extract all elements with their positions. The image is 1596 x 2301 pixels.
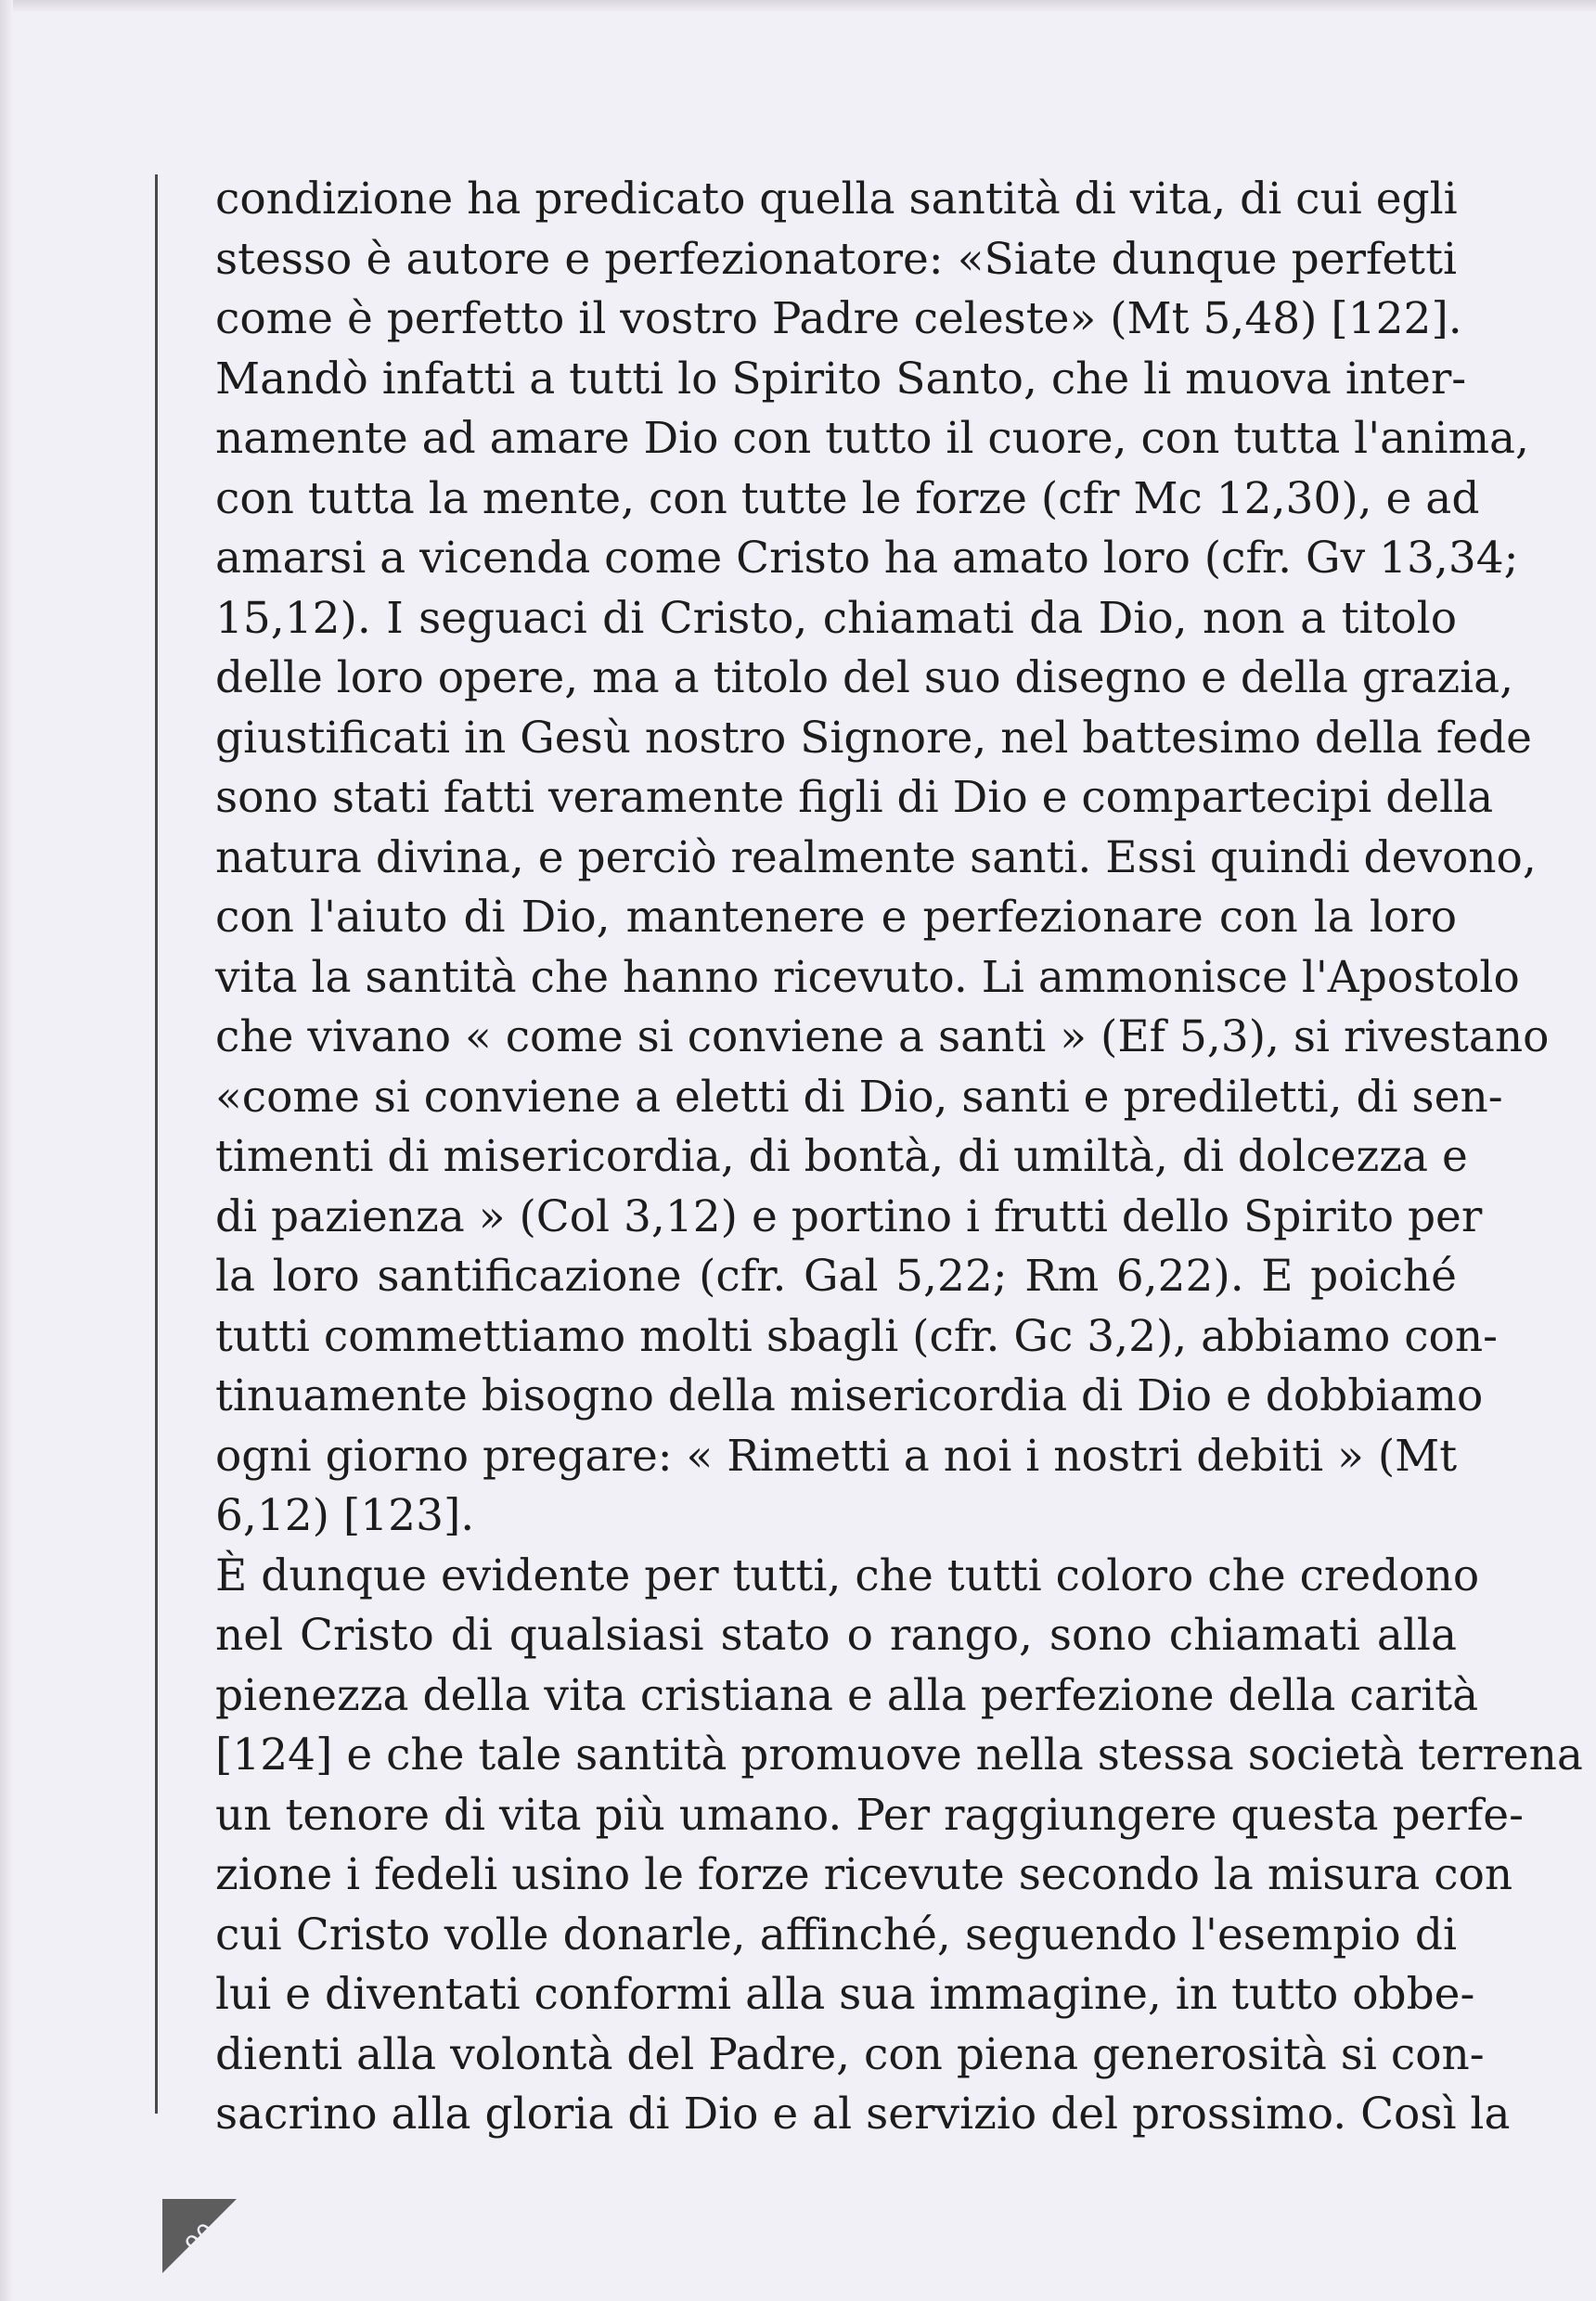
text-line: un tenore di vita più umano. Per raggiungere questa perfe- <box>215 1789 1524 1841</box>
text-line: vita la santità che hanno ricevuto. Li ammonisce l'Apostolo <box>215 951 1520 1003</box>
text-line: con tutta la mente, con tutte le forze (cfr Mc 12,30), e ad <box>215 472 1480 524</box>
text-line: sono stati fatti veramente figli di Dio e compartecipi della <box>215 772 1494 823</box>
text-line: [124] e che tale santità promuove nella stessa società terrena <box>215 1729 1583 1780</box>
body-text <box>215 170 1583 2145</box>
text-line: delle loro opere, ma a titolo del suo disegno e della grazia, <box>215 652 1514 703</box>
text-line: È dunque evidente per tutti, che tutti coloro che credono <box>215 1549 1480 1601</box>
text-line: 15,12). I seguaci di Cristo, chiamati da Dio, non a titolo <box>215 592 1457 644</box>
text-line: con l'aiuto di Dio, mantenere e perfezionare con la loro <box>215 892 1457 943</box>
page-top-edge <box>0 0 1596 11</box>
text-line: lui e diventati conformi alla sua immagine, in tutto obbe- <box>215 1969 1475 2020</box>
text-line: stesso è autore e perfezionatore: «Siate dunque perfetti <box>215 233 1457 285</box>
text-line: nel Cristo di qualsiasi stato o rango, sono chiamati alla <box>215 1610 1457 1661</box>
text-line: cui Cristo volle donarle, affinché, seguendo l'esempio di <box>215 1909 1457 1960</box>
text-line: dienti alla volontà del Padre, con piena generosità si con- <box>215 2028 1485 2080</box>
text-line: «come si conviene a eletti di Dio, santi e prediletti, di sen- <box>215 1071 1503 1123</box>
text-line: di pazienza » (Col 3,12) e portino i frutti dello Spirito per <box>215 1190 1483 1242</box>
text-line: che vivano « come si conviene a santi » (Ef 5,3), si rivestano <box>215 1011 1550 1062</box>
page-number: 90 <box>180 2217 222 2260</box>
text-line: tutti commettiamo molti sbagli (cfr. Gc 3,2), abbiamo con- <box>215 1310 1499 1362</box>
text-line: giustificati in Gesù nostro Signore, nel battesimo della fede <box>215 712 1532 764</box>
text-line: amarsi a vicenda come Cristo ha amato loro (cfr. Gv 13,34; <box>215 533 1519 584</box>
text-line: ogni giorno pregare: « Rimetti a noi i nostri debiti » (Mt <box>215 1430 1458 1482</box>
text-line: condizione ha predicato quella santità di vita, di cui egli <box>215 174 1458 225</box>
text-line: namente ad amare Dio con tutto il cuore, con tutta l'anima, <box>215 413 1529 464</box>
margin-rule <box>155 174 158 2114</box>
text-line: zione i fedeli usino le forze ricevute secondo la misura con <box>215 1849 1513 1900</box>
text-line: tinuamente bisogno della misericordia di Dio e dobbiamo <box>215 1370 1484 1421</box>
page-binding-edge <box>0 0 13 2301</box>
text-line: timenti di misericordia, di bontà, di umiltà, di dolcezza e <box>215 1131 1468 1182</box>
text-line: 6,12) [123]. <box>215 1490 475 1541</box>
text-line: natura divina, e perciò realmente santi. Essi quindi devono, <box>215 831 1537 883</box>
text-line: la loro santificazione (cfr. Gal 5,22; Rm 6,22). E poiché <box>215 1251 1457 1302</box>
text-line: Mandò infatti a tutti lo Spirito Santo, che li muova inter- <box>215 353 1467 405</box>
text-line: come è perfetto il vostro Padre celeste» (Mt 5,48) [122]. <box>215 293 1462 344</box>
text-line: pienezza della vita cristiana e alla perfezione della carità <box>215 1669 1479 1721</box>
text-line: sacrino alla gloria di Dio e al servizio del prossimo. Così la <box>215 2089 1511 2140</box>
